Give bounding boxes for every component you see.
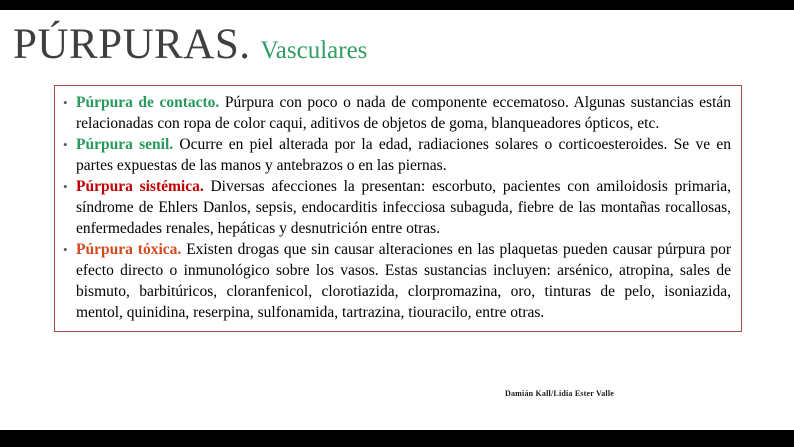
page-title: PÚRPURAS. bbox=[13, 21, 251, 68]
bullet-term: Púrpura senil. bbox=[76, 136, 174, 153]
footer-credit: Damián Kall/Lidia Ester Valle bbox=[505, 389, 614, 398]
bullet-term: Púrpura de contacto. bbox=[76, 94, 220, 111]
page-subtitle: Vasculares bbox=[260, 37, 368, 64]
bottom-letterbox-bar bbox=[0, 430, 794, 447]
list-item bbox=[61, 134, 731, 176]
bullet-text: Púrpura con poco o nada de componente eccematoso. Algunas sustancias están relacionadas con ropa de color caqui, aditivos de objetos de goma, blanqueadores ópticos, etc. bbox=[76, 94, 732, 132]
content-box bbox=[54, 85, 742, 332]
bullet-text: Diversas afecciones la presentan: escorbuto, pacientes con amiloidosis primaria, síndrome de Ehlers Danlos, sepsis, endocarditis infecciosa subaguda, fiebre de las montañas rocallosas, enfermedades renales, hepáticas y desnutrición entre otras. bbox=[76, 178, 732, 237]
slide-header bbox=[13, 20, 367, 69]
list-item bbox=[61, 239, 731, 323]
bullet-term: Púrpura sistémica. bbox=[76, 178, 204, 195]
top-letterbox-bar bbox=[0, 0, 794, 10]
bullet-text: Ocurre en piel alterada por la edad, radiaciones solares o corticoesteroides. Se ve en partes expuestas de las manos y antebrazos o en las piernas. bbox=[76, 136, 731, 174]
bullet-text: Existen drogas que sin causar alteraciones en las plaquetas pueden causar púrpura por efecto directo o inmunológico sobre los vasos. Estas sustancias incluyen: arsénico, atropina, sales de bismuto, barbitúricos, cloranfenicol, clorotiazida, clorpromazina, oro, tinturas de pelo, isoniazida, mentol, quinidina, reserpina, sulfonamida, tartrazina, tiouracilo, entre otras. bbox=[76, 241, 732, 321]
bullet-list bbox=[61, 92, 731, 323]
list-item bbox=[61, 92, 731, 134]
bullet-term: Púrpura tóxica. bbox=[76, 241, 182, 258]
list-item bbox=[61, 176, 731, 239]
